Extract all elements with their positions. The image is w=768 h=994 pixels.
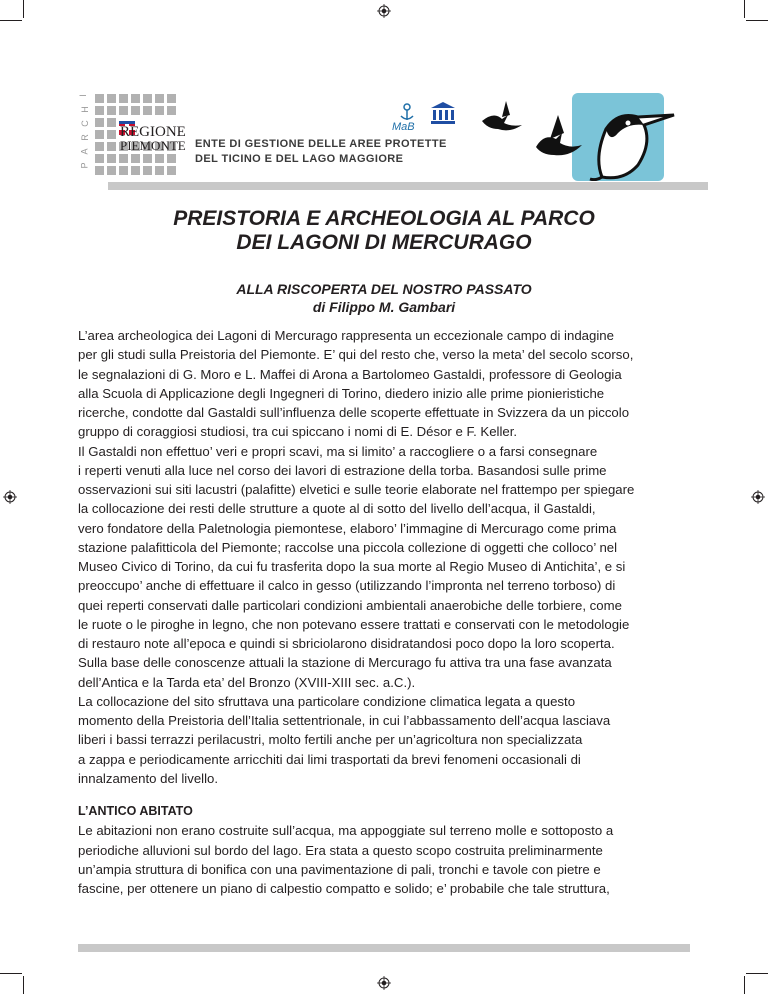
parchi-letter: I [77,93,88,97]
body-line: stazione palafitticola del Piemonte; raccolse una piccola collezione di oggetti che colloco’ nel [78,539,618,555]
body-line: Le abitazioni non erano costruite sull’acqua, ma appoggiate sul terreno molle e sottoposto a [78,823,614,839]
body-line: vero fondatore della Paletnologia piemontese, elaboro’ l’immagine di Mercurago come prima [78,520,617,536]
footer-divider-bar [78,944,690,952]
crop-mark [744,976,745,994]
parchi-letter: A [79,147,90,155]
crop-mark [0,973,22,974]
parchi-letter: P [79,161,90,169]
piemonte-text: PIEMONTE [120,138,186,153]
svg-text:MaB: MaB [392,121,415,132]
crop-mark [746,973,768,974]
author-line: di Filippo M. Gambari [312,299,456,315]
body-line: i reperti venuti alla luce nel corso dei lavori di estrazione della torba. Basandosi sulle prime [78,462,607,478]
body-line: osservazioni sui siti lacustri (palafitte) elvetici e sulle teorie elaborate nel frattempo per spiegare [78,482,635,497]
birds-logo-icon [478,93,684,181]
registration-mark-icon [377,4,391,18]
body-line: le ruote o le piroghe in legno, che non potevano essere trattati e conservati con le metodologie [78,616,630,632]
article-body [78,326,698,898]
section-heading: L’ANTICO ABITATO [78,804,193,818]
body-line: le segnalazioni di G. Moro e L. Maffei di Arona a Bartolomeo Gastaldi, professore di Geologia [78,366,622,382]
body-line: Museo Civico di Torino, da cui fu trasferita dopo la sua morte al Regio Museo di Antichita’, e si [78,559,626,574]
regione-text: REGIONE [120,124,186,140]
body-line: dell’Antica e la Tarda eta’ del Bronzo (XVIII-XIII sec. a.C.). [78,674,416,690]
body-line: preoccupo’ anche di effettuare il calco in gesso (utilizzando l’impronta nel terreno torboso) di [78,578,616,594]
title-line-1: PREISTORIA E ARCHEOLOGIA AL PARCO [173,207,595,230]
crop-mark [23,976,24,994]
body-line: innalzamento del livello. [78,770,219,786]
body-line: La collocazione del sito sfruttava una particolare condizione climatica legata a questo [78,693,576,709]
crop-mark [23,0,24,18]
body-line: la collocazione dei resti delle strutture a quote al di sotto del livello dell’acqua, il Gastaldi, [78,501,596,517]
registration-mark-icon [377,976,391,990]
body-line: un’ampia struttura di bonifica con una pavimentazione di pali, tronchi e tavole con pietre e [78,861,601,877]
body-line: L’area archeologica dei Lagoni di Mercurago rappresenta un eccezionale campo di indagine [78,328,614,343]
crop-mark [744,0,745,18]
registration-mark-icon [751,490,765,504]
body-line: fascine, per ottenere un piano di calpestio compatto e solido; e’ probabile che tale struttura, [78,881,610,896]
page-subtitle [0,280,768,316]
crop-mark [746,20,768,21]
body-line: ricerche, condotte dal Gastaldi sull’influenza delle scoperte effettuate in Svizzera da un piccolo [78,405,630,420]
ente-line-2: DEL TICINO E DEL LAGO MAGGIORE [195,153,404,165]
mab-logo [386,102,428,132]
parchi-letter: C [79,119,90,127]
page-title [0,207,768,255]
title-line-2: DEI LAGONI DI MERCURAGO [236,231,532,254]
unesco-logo [430,100,456,130]
parchi-vertical-label [78,90,92,172]
body-line: quei reperti conservati dalle particolari condizioni ambientali anaerobiche delle torbiere, come [78,597,622,613]
ente-line-1: ENTE DI GESTIONE DELLE AREE PROTETTE [195,138,447,150]
registration-mark-icon [3,490,17,504]
body-line: per gli studi sulla Preistoria del Piemonte. E’ qui del resto che, verso la meta’ del secolo scorso, [78,347,634,363]
header-divider-bar [108,182,708,190]
body-line: gruppo di coraggiosi studiosi, tra cui spiccano i nomi di E. Désor e F. Keller. [78,424,518,440]
crop-mark [0,20,22,21]
body-line: alla Scuola di Applicazione degli Ingegneri di Torino, diedero inizio alle prime pionieristiche [78,385,605,401]
header [78,88,684,188]
body-line: Il Gastaldi non effettuo’ veri e propri scavi, ma si limito’ a raccogliere o a farsi consegnare [78,443,598,459]
parchi-letter: H [79,105,90,113]
body-line: liberi i bassi terrazzi perilacustri, molto fertili anche per un’agricoltura non specializzata [78,732,583,748]
body-line: momento della Preistoria dell’Italia settentrionale, in cui l’abbassamento dell’acqua lasciava [78,713,611,728]
body-line: a zappa e periodicamente arricchiti dai limi trasportati da brevi fenomeni occasionali di [78,751,581,767]
regione-piemonte-wordmark [120,126,186,152]
parchi-letter: R [79,133,90,141]
ente-name [195,137,447,167]
body-line: periodiche alluvioni sul bordo del lago. Era stata a questo scopo costruita preliminarmente [78,842,603,858]
body-line: Sulla base delle conoscenze attuali la stazione di Mercurago fu attiva tra una fase avanzata [78,655,612,671]
subtitle-line-1: ALLA RISCOPERTA DEL NOSTRO PASSATO [236,281,532,297]
body-line: di restauro note all’epoca e quindi si sbriciolarono disidratandosi poco dopo la loro scoperta. [78,636,615,651]
